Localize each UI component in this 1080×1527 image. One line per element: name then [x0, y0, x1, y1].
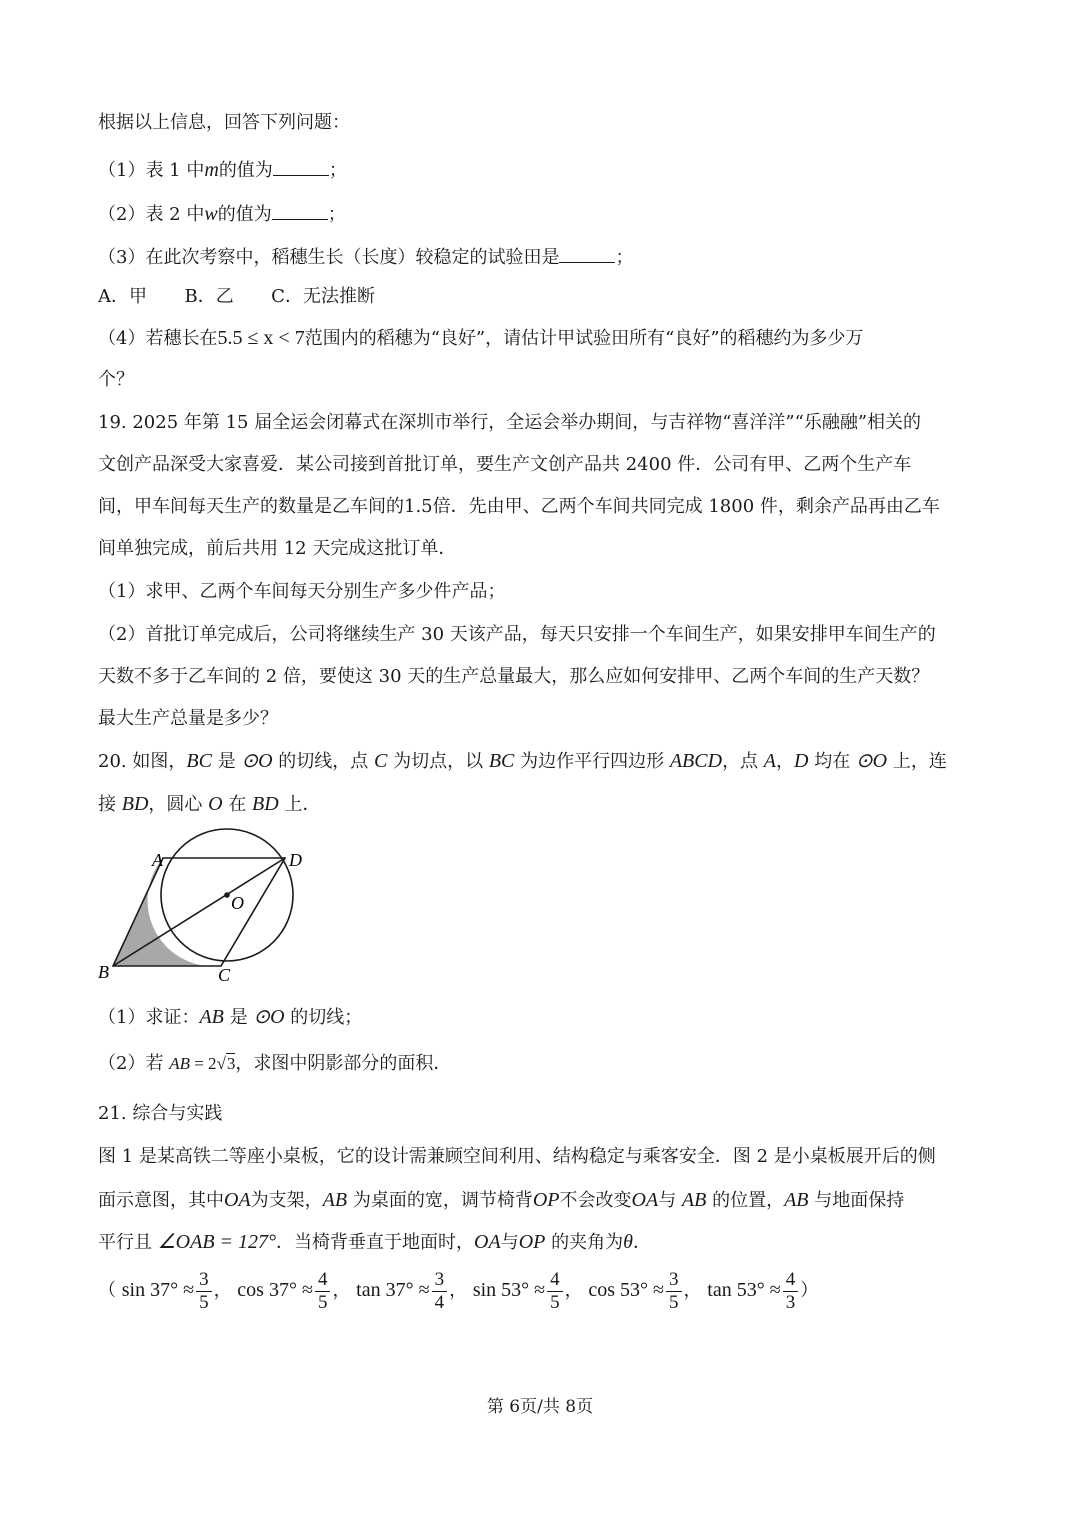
q18-options	[98, 284, 375, 310]
q21-line1: 图 1 是某高铁二等座小桌板，它的设计需兼顾空间利用、结构稳定与乘客安全．图 2 是小桌板展开后的侧	[98, 1146, 936, 1167]
answer-blank	[272, 199, 328, 220]
q19-line: 间，甲车间每天生产的数量是乙车间的1.5倍．先由甲、乙两个车间共同完成 1800 件，剩余产品再由乙车	[98, 496, 940, 517]
answer-blank	[273, 155, 329, 176]
q19-line: 天数不多于乙车间的 2 倍，要使这 30 天的生产总量最大，那么应如何安排甲、乙两个车间的生产天数？	[98, 666, 930, 687]
q21-title: 21. 综合与实践	[98, 1103, 223, 1124]
fraction: $\frac{4}{5}$	[547, 1269, 563, 1314]
q19-part1: （1）求甲、乙两个车间每天分别生产多少件产品；	[98, 581, 506, 602]
q19-line: 19. 2025 年第 15 届全运会闭幕式在深圳市举行，全运会举办期间，与吉祥物“喜洋洋”“乐融融”相关的	[98, 412, 922, 433]
option-c: C．无法推断	[271, 286, 375, 307]
fraction: $\frac{3}{5}$	[196, 1269, 212, 1314]
intro-text: 根据以上信息，回答下列问题：	[98, 112, 350, 133]
q19-part2: （2）首批订单完成后，公司将继续生产 30 天该产品，每天只安排一个车间生产，如果安排甲车间生产的	[98, 624, 936, 645]
fraction: $\frac{3}{4}$	[432, 1269, 448, 1314]
label-o: O	[231, 893, 244, 913]
q19-line: 最大生产总量是多少？	[98, 708, 278, 729]
option-b: B．乙	[184, 286, 234, 307]
q19-line: 文创产品深受大家喜爱．某公司接到首批订单，要生产文创产品共 2400 件．公司有甲、乙两个生产车	[98, 454, 912, 475]
q18-part4: （4）若穗长在5.5 ≤ x < 7范围内的稻穗为“良好”，请估计甲试验田所有“良好”的稻穗约为多少万	[98, 327, 864, 349]
q20-part1: （1）求证：AB 是 ⊙O 的切线；	[98, 1006, 363, 1028]
center-dot	[224, 892, 230, 898]
shaded-region	[113, 858, 221, 966]
q20-line1: 20. 如图，BC 是 ⊙O 的切线，点 C 为切点，以 BC 为边作平行四边形 ABCD，点 A，D 均在 ⊙O 上，连	[98, 750, 947, 772]
answer-blank	[559, 242, 615, 263]
fraction: $\frac{4}{3}$	[783, 1269, 799, 1314]
fraction: $\frac{4}{5}$	[315, 1269, 331, 1314]
q18-part1: （1）表 1 中m的值为 ；	[98, 155, 347, 184]
label-a: A	[152, 850, 163, 870]
q21-line2: 面示意图，其中OA为支架，AB 为桌面的宽，调节椅背OP不会改变OA与 AB 的位置，AB 与地面保持	[98, 1189, 905, 1211]
q20-part2: （2）若 AB = 2√3，求图中阴影部分的面积．	[98, 1053, 452, 1074]
q19-line: 间单独完成，前后共用 12 天完成这批订单．	[98, 538, 457, 559]
page-footer: 第 6页/共 8页	[486, 1397, 594, 1417]
geometry-figure	[90, 820, 320, 990]
q18-part3: （3）在此次考察中，稻穗生长（长度）较稳定的试验田是 ；	[98, 242, 633, 271]
label-b: B	[98, 962, 109, 982]
label-c: C	[218, 965, 231, 985]
q21-line3: 平行且 ∠OAB = 127°．当椅背垂直于地面时，OA与OP 的夹角为θ．	[98, 1231, 651, 1253]
fraction: $\frac{3}{5}$	[666, 1269, 682, 1314]
q20-line2: 接 BD，圆心 O 在 BD 上．	[98, 793, 321, 815]
option-a: A．甲	[98, 286, 147, 307]
trig-hints: （ sin 37° ≈ $\frac{3}{5}$ ， cos 37° ≈ $\frac{4}{5}$ ， tan 37° ≈ $\frac{3}{4}$ ， sin 53° ≈ $\frac{4}{5}$ ， cos 53° ≈ $\frac{3}{5}$ ， tan 53° ≈ $\frac{4}{3}$ ）	[98, 1268, 819, 1313]
label-d: D	[289, 850, 302, 870]
q18-part2: （2）表 2 中w的值为 ；	[98, 199, 346, 228]
q18-part4-cont: 个？	[98, 369, 134, 390]
